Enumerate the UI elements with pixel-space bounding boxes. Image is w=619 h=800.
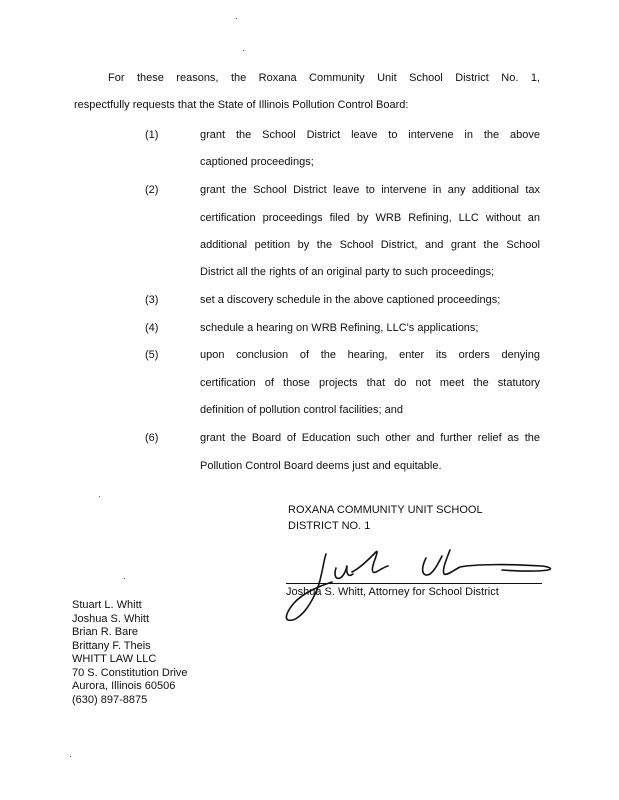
request-text-line: certification proceedings filed by WRB Refining, LLC without an bbox=[200, 212, 540, 224]
request-text-line: set a discovery schedule in the above captioned proceedings; bbox=[200, 294, 501, 306]
intro-line: respectfully requests that the State of Illinois Pollution Control Board: bbox=[74, 99, 409, 111]
intro-line: For these reasons, the Roxana Community Unit School District No. 1, bbox=[108, 72, 540, 84]
street-address: 70 S. Constitution Drive bbox=[72, 666, 188, 679]
request-number: (4) bbox=[145, 322, 159, 334]
scan-speck bbox=[236, 18, 237, 19]
attorney-name: Stuart L. Whitt bbox=[72, 599, 142, 611]
request-text-line: upon conclusion of the hearing, enter its orders denying bbox=[200, 349, 540, 361]
request-text-line: grant the School District leave to intervene in any additional tax bbox=[200, 184, 540, 196]
signature-line bbox=[286, 583, 542, 584]
request-text-line: Pollution Control Board deems just and equitable. bbox=[200, 460, 442, 472]
phone-number: (630) 897-8875 bbox=[72, 693, 148, 706]
scan-speck bbox=[70, 756, 71, 757]
scan-speck bbox=[243, 50, 244, 51]
request-number: (6) bbox=[145, 432, 159, 444]
request-text-line: additional petition by the School District, and grant the School bbox=[200, 239, 540, 251]
attorney-name: Brittany F. Theis bbox=[72, 639, 151, 652]
city-state-zip: Aurora, Illinois 60506 bbox=[72, 680, 176, 692]
handwritten-signature bbox=[280, 540, 570, 630]
party-name-line: ROXANA COMMUNITY UNIT SCHOOL bbox=[288, 504, 483, 516]
request-text-line: grant the Board of Education such other and further relief as the bbox=[200, 432, 540, 444]
request-text-line: District all the rights of an original party to such proceedings; bbox=[200, 266, 495, 278]
request-text-line: certification of those projects that do not meet the statutory bbox=[200, 377, 540, 389]
signature-party bbox=[288, 502, 483, 534]
attorney-name: Joshua S. Whitt bbox=[72, 612, 150, 625]
attorney-name: Brian R. Bare bbox=[72, 626, 139, 638]
party-name-line: DISTRICT NO. 1 bbox=[288, 520, 371, 532]
request-text-line: schedule a hearing on WRB Refining, LLC's applications; bbox=[200, 322, 479, 334]
request-text-line: grant the School District leave to intervene in the above bbox=[200, 129, 540, 141]
request-number: (2) bbox=[145, 184, 159, 196]
scan-speck bbox=[124, 578, 125, 579]
request-number: (5) bbox=[145, 349, 159, 361]
firm-name: WHITT LAW LLC bbox=[72, 653, 157, 665]
counsel-address-block bbox=[72, 599, 188, 707]
scan-speck bbox=[99, 496, 100, 497]
request-text-line: captioned proceedings; bbox=[200, 156, 314, 168]
request-number: (1) bbox=[145, 129, 159, 141]
signer-caption: Joshua S. Whitt, Attorney for School District bbox=[286, 586, 499, 598]
request-number: (3) bbox=[145, 294, 159, 306]
request-text-line: definition of pollution control facilities; and bbox=[200, 404, 404, 416]
